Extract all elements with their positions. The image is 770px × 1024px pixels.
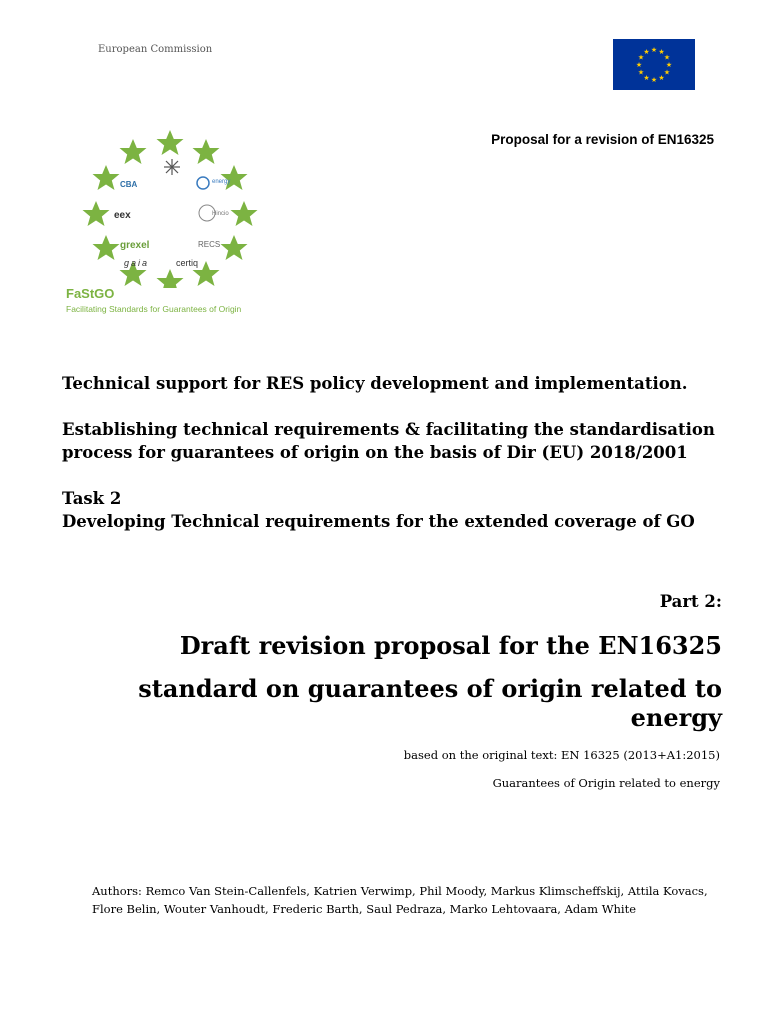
task-title: Developing Technical requirements for the extended coverage of GO — [62, 512, 695, 531]
partner-cba: CBA — [120, 180, 138, 189]
partner-recs: RECS — [198, 240, 221, 249]
eu-star-icon: ★ — [637, 53, 645, 62]
main-title-line2: standard on guarantees of origin related to energy — [138, 674, 722, 732]
eu-star-icon: ★ — [658, 48, 665, 57]
partner-certiq: certiq — [176, 258, 199, 268]
eu-star-icon: ★ — [650, 46, 658, 54]
eu-star-icon: ★ — [650, 76, 658, 84]
partner-energy: energy — [212, 179, 231, 185]
part-label: Part 2: — [659, 592, 722, 611]
eu-star-icon: ★ — [637, 68, 645, 77]
eu-star-icon: ★ — [665, 61, 673, 69]
partner-eex: eex — [114, 210, 131, 221]
eu-star-icon: ★ — [658, 73, 665, 82]
eu-star-icon: ★ — [663, 53, 671, 62]
fastgo-name: FaStGO — [66, 286, 115, 301]
main-title-line1: Draft revision proposal for the EN16325 — [179, 631, 722, 660]
basis-line1: based on the original text: EN 16325 (2013+A1:2015) — [403, 748, 720, 762]
heading-technical-support: Technical support for RES policy development and implementation. — [62, 374, 688, 393]
heading-establishing: Establishing technical requirements & facilitating the standardisation process for guarantees of origin on the basis of Dir (EU) 2018/2001 — [62, 420, 715, 462]
proposal-title: Proposal for a revision of EN16325 — [491, 132, 714, 147]
partner-gaia: gaia — [124, 258, 150, 268]
authors: Authors: Remco Van Stein-Callenfels, Katrien Verwimp, Phil Moody, Markus Klimscheffskij, Attila Kovacs, Flore Belin, Wouter Vanhoudt, Frederic Barth, Saul Pedraza, Marko Lehtovaara, Adam White — [92, 884, 708, 916]
partner-hincio: Hincio — [212, 211, 229, 217]
organization-label: European Commission — [98, 44, 213, 55]
eu-flag-icon — [613, 39, 695, 90]
eu-star-icon: ★ — [663, 68, 671, 77]
partner-grexel: grexel — [120, 240, 150, 251]
basis-line2: Guarantees of Origin related to energy — [492, 776, 720, 790]
eu-star-icon: ★ — [643, 73, 650, 82]
eu-star-icon: ★ — [635, 61, 643, 69]
task-label: Task 2 — [62, 489, 122, 508]
fastgo-tagline: Facilitating Standards for Guarantees of Origin — [66, 304, 242, 314]
fastgo-logo — [62, 128, 292, 318]
eu-star-icon: ★ — [643, 48, 650, 57]
